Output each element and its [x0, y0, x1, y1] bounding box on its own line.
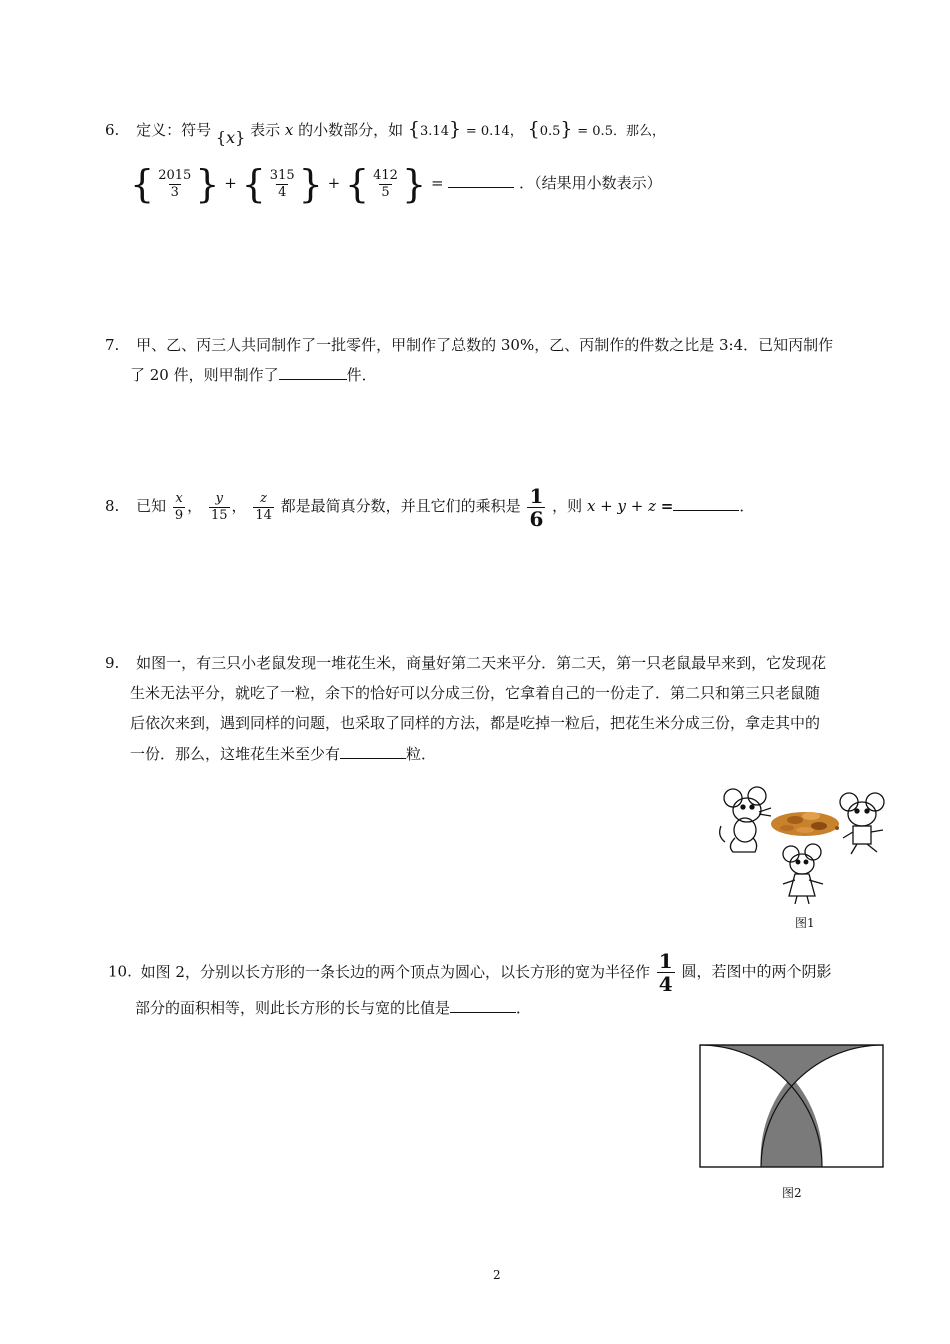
q6-symbol: {x}: [215, 128, 246, 147]
peanut-pile: [771, 812, 839, 836]
q9-answer-blank: [340, 744, 406, 759]
q9-number: 9.: [105, 654, 120, 672]
q7-number: 7.: [105, 336, 120, 354]
q9-line4: 一份．那么，这堆花生米至少有 粒．: [130, 745, 437, 763]
rectangle-quarter-circles-figure: [698, 1043, 886, 1171]
q6-answer-blank: [448, 173, 514, 188]
mice-peanuts-figure: [715, 780, 895, 910]
q10-line2: 部分的面积相等，则此长方形的长与宽的比值是 ．: [135, 999, 532, 1017]
q6-line2: { $\frac{2015}{3}$ } + { $\frac{315}{4}$ } + { $\frac{412}{5}$ } = ．（结果用小数表示）: [130, 162, 662, 206]
q7-answer-blank: [279, 365, 347, 380]
q6-number: 6.: [105, 121, 120, 139]
q7-line1: 7. 甲、乙、丙三人共同制作了一批零件，甲制作了总数的 30%，乙、丙制作的件数之比是 3:4．已知丙制作: [105, 336, 834, 354]
mouse-bottom: [783, 844, 823, 904]
q8-line: 8. 已知 $\frac{x}{9}$ ， $\frac{y}{15}$ ， $\frac{z}{14}$ 都是最简真分数，并且它们的乘积是 $\frac{1}{6}$ ，则 x + y + z = ．: [105, 483, 755, 531]
q8-answer-blank: [673, 496, 739, 511]
q9-line2: 生米无法平分，就吃了一粒，余下的恰好可以分成三份，它拿着自己的一份走了．第二只和第三只老鼠随: [130, 684, 821, 702]
q8-number: 8.: [105, 497, 120, 515]
page-number: 2: [493, 1268, 501, 1282]
q9-line3: 后依次来到，遇到同样的问题，也采取了同样的方法，都是吃掉一粒后，把花生米分成三份，拿走其中的: [130, 714, 821, 732]
mouse-left: [720, 787, 771, 852]
q6-line1: 6. 定义：符号 {x} 表示 x 的小数部分，如 {3.14} = 0.14， {0.5} = 0.5．那么，: [105, 118, 665, 147]
q7-line2: 了 20 件，则甲制作了 件．: [130, 366, 377, 384]
q10-line1: 10. 如图 2，分别以长方形的一条长边的两个顶点为圆心，以长方形的宽为半径作 $\frac{1}{4}$ 圆，若图中的两个阴影: [108, 949, 832, 996]
mouse-right: [840, 793, 884, 854]
q10-number: 10.: [108, 962, 132, 981]
figure1-caption: 图1: [795, 916, 815, 930]
q10-answer-blank: [450, 998, 516, 1013]
q9-line1: 9. 如图一，有三只小老鼠发现一堆花生米，商量好第二天来平分．第二天，第一只老鼠最早来到，它发现花: [105, 654, 827, 672]
figure2-caption: 图2: [782, 1186, 802, 1200]
